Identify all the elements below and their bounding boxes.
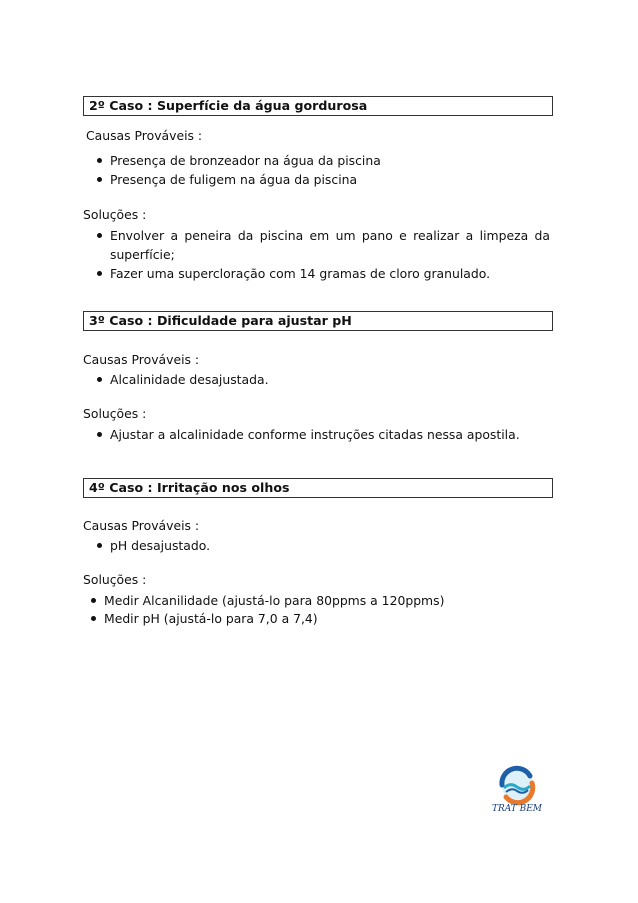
case4-causes-label: Causas Prováveis : <box>83 518 200 533</box>
case2-cause-1: Presença de bronzeador na água da piscina <box>110 151 550 170</box>
case2-solution-2: Fazer uma supercloração com 14 gramas de cloro granulado. <box>110 264 550 283</box>
case2-causes-label: Causas Prováveis : <box>86 128 203 143</box>
case4-solution-2: Medir pH (ajustá-lo para 7,0 a 7,4) <box>104 609 544 628</box>
logo-text: TRAT BEM <box>491 804 543 814</box>
case3-solution-1: Ajustar a alcalinidade conforme instruções citadas nessa apostila. <box>110 425 550 444</box>
case2-title: 2º Caso : Superfície da água gordurosa <box>83 96 553 116</box>
case2-solutions-label: Soluções : <box>83 207 147 222</box>
trat-bem-logo-icon <box>486 764 548 816</box>
case3-title: 3º Caso : Dificuldade para ajustar pH <box>83 311 553 331</box>
case4-cause-1: pH desajustado. <box>110 536 550 555</box>
case2-solution-1-line2: superfície; <box>110 247 175 262</box>
case4-solution-1: Medir Alcanilidade (ajustá-lo para 80ppms a 120ppms) <box>104 591 544 610</box>
case2-solution-1-line1: Envolver a peneira da piscina em um pano e realizar a limpeza da <box>110 228 550 243</box>
case2-cause-2: Presença de fuligem na água da piscina <box>110 170 550 189</box>
case4-title: 4º Caso : Irritação nos olhos <box>83 478 553 498</box>
trat-bem-logo <box>486 764 548 816</box>
case4-solutions-label: Soluções : <box>83 572 147 587</box>
case3-cause-1: Alcalinidade desajustada. <box>110 370 550 389</box>
case3-causes-label: Causas Prováveis : <box>83 352 200 367</box>
case3-solutions-label: Soluções : <box>83 406 147 421</box>
